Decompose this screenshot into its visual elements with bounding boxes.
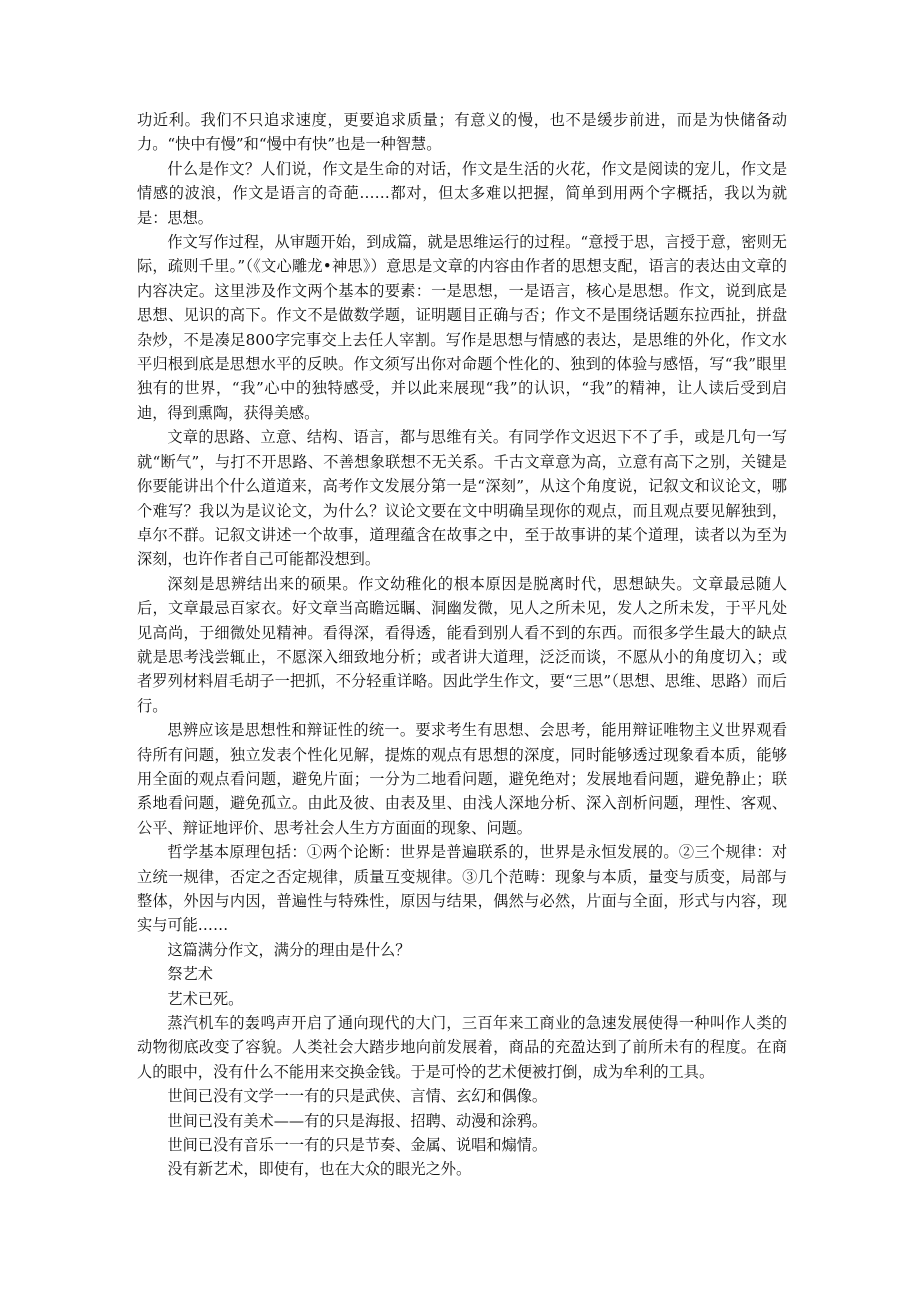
essay-line-music: 世间已没有音乐一一有的只是节奏、金属、说唱和煽情。 bbox=[167, 1136, 548, 1155]
essay-line-fine-art: 世间已没有美术——有的只是海报、招聘、动漫和涂鸦。 bbox=[167, 1111, 548, 1130]
paragraph-continuation: 功近利。我们不只追求速度，更要追求质量；有意义的慢，也不是缓步前进，而是为快储备动力。“快中有慢”和“慢中有快”也是一种智慧。 bbox=[137, 111, 787, 154]
essay-line-literature: 世间已没有文学一一有的只是武侠、言情、玄幻和偶像。 bbox=[167, 1087, 548, 1106]
essay-opening-line: 艺术已死。 bbox=[167, 989, 244, 1008]
paragraph-what-is-writing: 什么是作文？人们说，作文是生命的对话，作文是生活的火花，作文是阅读的宠儿，作文是情感的波浪，作文是语言的奇葩……都对，但太多难以把握，简单到用两个字概括，我以为就是：思想。 bbox=[137, 159, 787, 227]
document-page bbox=[137, 108, 787, 1182]
essay-line-new-art: 没有新艺术，即使有，也在大众的眼光之外。 bbox=[167, 1160, 472, 1179]
paragraph-philosophy-principles: 哲学基本原理包括：①两个论断：世界是普遍联系的，世界是永恒发展的。②三个规律：对立统一规律，否定之否定规律，质量互变规律。③几个范畴：现象与本质，量变与质变，局部与整体，外因与内因，普遍性与特殊性，原因与结果，偶然与必然，片面与全面，形式与内容，现实与可能…… bbox=[137, 843, 787, 935]
paragraph-writing-process: 作文写作过程，从审题开始，到成篇，就是思维运行的过程。“意授于思，言授于意，密则无际，疏则千里。”（《文心雕龙•神思》）意思是文章的内容由作者的思想支配，语言的表达由文章的内容决定。这里涉及作文两个基本的要素：一是思想，一是语言，核心是思想。作文，说到底是思想、见识的高下。作文不是做数学题，证明题目正确与否；作文不是围绕话题东拉西扯，拼盘杂炒，不是凑足800字完事交上去任人宰割。写作是思想与情感的表达，是思维的外化，作文水平归根到底是思想水平的反映。作文须写出你对命题个性化的、独到的体验与感悟，写“我”眼里独有的世界，“我”心中的独特感受，并以此来展现“我”的认识，“我”的精神，让人读后受到启迪，得到熏陶，获得美感。 bbox=[137, 233, 787, 422]
paragraph-dialectics: 思辨应该是思想性和辩证性的统一。要求考生有思想、会思考，能用辩证唯物主义世界观看待所有问题，独立发表个性化见解，提炼的观点有思想的深度，同时能够透过现象看本质，能够用全面的观点看问题，避免片面；一分为二地看问题，避免绝对；发展地看问题，避免静止；联系地看问题，避免孤立。由此及彼、由表及里、由浅人深地分析、深入剖析问题，理性、客观、公平、辩证地评价、思考社会人生方方面面的现象、问题。 bbox=[137, 721, 787, 837]
essay-paragraph-steam: 蒸汽机车的轰鸣声开启了通向现代的大门，三百年来工商业的急速发展使得一种叫作人类的动物彻底改变了容貌。人类社会大踏步地向前发展着，商品的充盈达到了前所未有的程度。在商人的眼中，没有什么不能用来交换金钱。于是可怜的艺术便被打倒，成为牟利的工具。 bbox=[137, 1014, 787, 1081]
paragraph-thinking-and-structure: 文章的思路、立意、结构、语言，都与思维有关。有同学作文迟迟下不了手，或是几句一写就“断气”，与打不开思路、不善想象联想不无关系。千古文章意为高，立意有高下之别，关键是你要能讲出个什么道道来，高考作文发展分第一是“深刻”，从这个角度说，记叙文和议论文，哪个难写？我以为是议论文，为什么？议论文要在文中明确呈现你的观点，而且观点要见解独到，卓尔不群。记叙文讲述一个故事，道理蕴含在故事之中，至于故事讲的某个道理，读者以为至为深刻，也许作者自己可能都没想到。 bbox=[137, 428, 787, 569]
essay-title: 祭艺术 bbox=[167, 965, 213, 984]
paragraph-depth: 深刻是思辨结出来的硕果。作文幼稚化的根本原因是脱离时代，思想缺失。文章最忌随人后，文章最忌百家衣。好文章当高瞻远瞩、洞幽发微，见人之所未见，发人之所未发，于平凡处见高尚，于细微处见精神。看得深，看得透，能看到别人看不到的东西。而很多学生最大的缺点就是思考浅尝辄止，不愿深入细致地分析；或者讲大道理，泛泛而谈，不愿从小的角度切入；或者罗列材料眉毛胡子一把抓，不分轻重详略。因此学生作文，要“三思”（思想、思维、思路）而后行。 bbox=[137, 574, 787, 715]
paragraph-question: 这篇满分作文，满分的理由是什么？ bbox=[167, 940, 411, 959]
